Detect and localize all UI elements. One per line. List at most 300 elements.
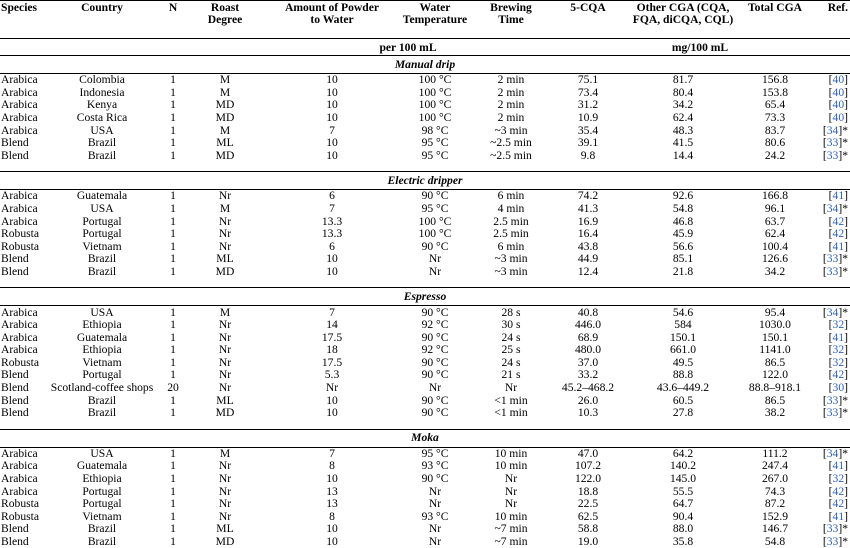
cell-total: 247.4 <box>740 460 810 473</box>
cell-n: 1 <box>162 511 184 524</box>
cell-roast: MD <box>184 407 266 420</box>
ref-link[interactable]: 40 <box>833 74 845 87</box>
unit-powder: per 100 mL <box>266 39 550 56</box>
cell-water: 98 °C <box>398 124 472 137</box>
cell-other: 43.6–449.2 <box>626 382 740 395</box>
header-powder-line2: to Water <box>310 13 353 26</box>
ref-link[interactable]: 41 <box>833 460 845 472</box>
cell-time: ~2.5 min <box>472 150 550 163</box>
ref-link[interactable]: 33 <box>827 394 839 406</box>
cell-country: USA <box>42 203 162 216</box>
cell-water: 90 °C <box>398 394 472 407</box>
cell-ref: [41] <box>810 511 850 524</box>
cell-other: 64.7 <box>626 498 740 511</box>
cell-cqa5: 22.5 <box>550 498 626 511</box>
cell-species: Blend <box>0 253 42 266</box>
cell-powder: 14 <box>266 319 398 332</box>
cell-time: 4 min <box>472 203 550 216</box>
header-other-line2: FQA, diCQA, CQL) <box>633 13 733 26</box>
cell-time: 10 min <box>472 447 550 460</box>
header-roast-line1: Roast <box>211 1 239 14</box>
ref-star: * <box>842 137 848 149</box>
cell-other: 88.0 <box>626 523 740 536</box>
cell-other: 54.8 <box>626 203 740 216</box>
cell-powder: 10 <box>266 99 398 112</box>
cell-powder: 6 <box>266 190 398 203</box>
section-title: Espresso <box>0 288 850 306</box>
cell-species: Arabica <box>0 124 42 137</box>
header-other-line1: Other CGA (CQA, <box>637 1 730 14</box>
cell-n: 1 <box>162 137 184 150</box>
cell-total: 54.8 <box>740 536 810 548</box>
cell-other: 45.9 <box>626 228 740 241</box>
cell-water: 92 °C <box>398 344 472 357</box>
cell-cqa5: 39.1 <box>550 137 626 150</box>
cell-species: Arabica <box>0 87 42 100</box>
cell-species: Arabica <box>0 319 42 332</box>
cell-powder: 7 <box>266 124 398 137</box>
cell-country: Vietnam <box>42 511 162 524</box>
header-roast-line2: Degree <box>208 13 243 26</box>
ref-link[interactable]: 42 <box>833 215 845 227</box>
cell-total: 62.4 <box>740 228 810 241</box>
cell-total: 96.1 <box>740 203 810 216</box>
cell-total: 86.5 <box>740 394 810 407</box>
ref-star: * <box>842 447 848 460</box>
cell-ref: [33]* <box>810 253 850 266</box>
cell-country: Brazil <box>42 523 162 536</box>
ref-link[interactable]: 33 <box>827 150 839 162</box>
cell-cqa5: 122.0 <box>550 473 626 486</box>
header-water-line1: Water <box>420 1 451 14</box>
cell-total: 267.0 <box>740 473 810 486</box>
cell-time: ~3 min <box>472 266 550 279</box>
cell-time: 28 s <box>472 306 550 319</box>
ref-link[interactable]: 33 <box>827 253 839 265</box>
cell-cqa5: 45.2–468.2 <box>550 382 626 395</box>
cell-water: 100 °C <box>398 112 472 125</box>
table-row <box>0 485 850 498</box>
cell-time: ~3 min <box>472 253 550 266</box>
ref-link[interactable]: 42 <box>833 498 845 510</box>
cell-powder: 10 <box>266 112 398 125</box>
cell-powder: 13 <box>266 498 398 511</box>
table-header <box>0 1 850 39</box>
cell-cqa5: 12.4 <box>550 266 626 279</box>
cell-water: Nr <box>398 498 472 511</box>
cell-powder: 10 <box>266 74 398 87</box>
ref-link[interactable]: 33 <box>827 523 839 535</box>
cell-total: 1030.0 <box>740 319 810 332</box>
cell-cqa5: 68.9 <box>550 332 626 345</box>
ref-link[interactable]: 34 <box>827 306 839 319</box>
ref-link[interactable]: 41 <box>833 190 845 203</box>
cell-cqa5: 41.3 <box>550 203 626 216</box>
ref-link[interactable]: 41 <box>833 332 845 344</box>
cell-roast: Nr <box>184 498 266 511</box>
cell-country: Brazil <box>42 253 162 266</box>
section-header-row <box>0 429 850 447</box>
cell-time: Nr <box>472 473 550 486</box>
cell-species: Arabica <box>0 344 42 357</box>
cell-other: 90.4 <box>626 511 740 524</box>
cell-other: 661.0 <box>626 344 740 357</box>
cell-water: 93 °C <box>398 460 472 473</box>
cell-ref: [33]* <box>810 536 850 548</box>
cell-total: 74.3 <box>740 485 810 498</box>
cell-powder: 10 <box>266 87 398 100</box>
cell-other: 92.6 <box>626 190 740 203</box>
cell-n: 1 <box>162 447 184 460</box>
cell-ref: [40] <box>810 87 850 100</box>
cell-powder: 6 <box>266 241 398 254</box>
ref-link[interactable]: 42 <box>833 485 845 497</box>
cell-other: 34.2 <box>626 99 740 112</box>
header-powder-to-water <box>266 1 398 39</box>
table-body <box>0 39 850 548</box>
cell-species: Blend <box>0 369 42 382</box>
cell-species: Arabica <box>0 215 42 228</box>
cell-powder: 7 <box>266 203 398 216</box>
cell-country: Portugal <box>42 228 162 241</box>
cell-total: 166.8 <box>740 190 810 203</box>
cell-powder: 10 <box>266 150 398 163</box>
cell-ref: [41] <box>810 460 850 473</box>
cell-time: 21 s <box>472 369 550 382</box>
cell-time: 2.5 min <box>472 215 550 228</box>
unit-cga: mg/100 mL <box>550 39 850 56</box>
cell-roast: MD <box>184 112 266 125</box>
header-brewing-time <box>472 1 550 39</box>
cell-time: ~2.5 min <box>472 137 550 150</box>
cell-n: 20 <box>162 382 184 395</box>
cell-country: Brazil <box>42 407 162 420</box>
cell-other: 62.4 <box>626 112 740 125</box>
cell-water: 90 °C <box>398 190 472 203</box>
table-row <box>0 382 850 395</box>
cell-other: 140.2 <box>626 460 740 473</box>
cell-roast: ML <box>184 253 266 266</box>
ref-link[interactable]: 33 <box>827 266 839 278</box>
table-row <box>0 369 850 382</box>
ref-star: * <box>842 124 848 136</box>
cell-cqa5: 58.8 <box>550 523 626 536</box>
cell-country: Brazil <box>42 150 162 163</box>
ref-link[interactable]: 40 <box>833 87 845 99</box>
cell-n: 1 <box>162 190 184 203</box>
cell-total: 152.9 <box>740 511 810 524</box>
cell-n: 1 <box>162 99 184 112</box>
cell-cqa5: 480.0 <box>550 344 626 357</box>
cell-country: Brazil <box>42 266 162 279</box>
cell-country: Kenya <box>42 99 162 112</box>
cell-ref: [42] <box>810 498 850 511</box>
cell-total: 88.8–918.1 <box>740 382 810 395</box>
cell-cqa5: 26.0 <box>550 394 626 407</box>
table-row <box>0 124 850 137</box>
cell-powder: 13.3 <box>266 215 398 228</box>
cell-other: 55.5 <box>626 485 740 498</box>
header-total-cga: Total CGA <box>740 1 810 39</box>
cell-species: Blend <box>0 394 42 407</box>
ref-link[interactable]: 34 <box>827 124 839 136</box>
cell-n: 1 <box>162 124 184 137</box>
cell-roast: Nr <box>184 511 266 524</box>
header-time-line1: Brewing <box>490 1 532 14</box>
ref-link[interactable]: 33 <box>827 407 839 419</box>
cell-n: 1 <box>162 394 184 407</box>
cell-cqa5: 19.0 <box>550 536 626 548</box>
cell-roast: Nr <box>184 357 266 370</box>
cell-powder: 8 <box>266 511 398 524</box>
cell-time: 10 min <box>472 511 550 524</box>
cell-cqa5: 62.5 <box>550 511 626 524</box>
cell-country: Ethiopia <box>42 473 162 486</box>
cell-time: Nr <box>472 498 550 511</box>
cell-water: 90 °C <box>398 407 472 420</box>
cell-ref: [42] <box>810 369 850 382</box>
cell-total: 86.5 <box>740 357 810 370</box>
table-row <box>0 74 850 87</box>
cell-cqa5: 9.8 <box>550 150 626 163</box>
section-header-row <box>0 288 850 306</box>
header-5-cqa: 5-CQA <box>550 1 626 39</box>
cell-ref: [33]* <box>810 137 850 150</box>
cell-water: Nr <box>398 382 472 395</box>
section-spacer <box>0 278 850 288</box>
cell-time: 10 min <box>472 460 550 473</box>
cell-n: 1 <box>162 228 184 241</box>
units-row <box>0 39 850 56</box>
cell-cqa5: 18.8 <box>550 485 626 498</box>
table-row <box>0 394 850 407</box>
cell-ref: [41] <box>810 190 850 203</box>
cell-water: 90 °C <box>398 357 472 370</box>
cell-country: Guatemala <box>42 190 162 203</box>
cell-country: Colombia <box>42 74 162 87</box>
cell-roast: M <box>184 87 266 100</box>
ref-link[interactable]: 41 <box>833 241 845 253</box>
cell-time: ~3 min <box>472 124 550 137</box>
cell-country: Portugal <box>42 215 162 228</box>
table-row <box>0 447 850 460</box>
cell-roast: MD <box>184 266 266 279</box>
ref-link[interactable]: 42 <box>833 369 845 381</box>
cell-species: Blend <box>0 266 42 279</box>
cell-time: 6 min <box>472 190 550 203</box>
cell-n: 1 <box>162 485 184 498</box>
cell-time: 2 min <box>472 87 550 100</box>
table-row <box>0 266 850 279</box>
cell-other: 49.5 <box>626 357 740 370</box>
cell-total: 156.8 <box>740 74 810 87</box>
cell-country: Indonesia <box>42 87 162 100</box>
table-row <box>0 99 850 112</box>
cell-other: 88.8 <box>626 369 740 382</box>
cell-water: 100 °C <box>398 87 472 100</box>
cell-country: Scotland-coffee shops <box>42 382 162 395</box>
cell-country: Costa Rica <box>42 112 162 125</box>
cell-roast: M <box>184 447 266 460</box>
header-water-line2: Temperature <box>403 13 467 26</box>
cell-n: 1 <box>162 266 184 279</box>
cell-species: Arabica <box>0 203 42 216</box>
cell-country: Vietnam <box>42 241 162 254</box>
ref-star: * <box>842 203 848 215</box>
cell-total: 24.2 <box>740 150 810 163</box>
cell-roast: Nr <box>184 369 266 382</box>
cell-time: 24 s <box>472 332 550 345</box>
cell-water: Nr <box>398 523 472 536</box>
table-row <box>0 498 850 511</box>
cell-species: Blend <box>0 137 42 150</box>
section-header-row <box>0 172 850 190</box>
cell-water: 90 °C <box>398 369 472 382</box>
ref-link[interactable]: 33 <box>827 536 839 548</box>
cell-roast: MD <box>184 99 266 112</box>
header-ref: Ref. <box>810 1 850 39</box>
cell-country: Ethiopia <box>42 344 162 357</box>
ref-link[interactable]: 32 <box>833 344 845 356</box>
cell-n: 1 <box>162 306 184 319</box>
cell-cqa5: 33.2 <box>550 369 626 382</box>
cell-ref: [33]* <box>810 407 850 420</box>
cell-other: 56.6 <box>626 241 740 254</box>
header-other-cga <box>626 1 740 39</box>
cell-species: Robusta <box>0 357 42 370</box>
cell-other: 64.2 <box>626 447 740 460</box>
cell-time: <1 min <box>472 407 550 420</box>
cell-species: Arabica <box>0 473 42 486</box>
ref-link[interactable]: 32 <box>833 319 845 331</box>
cell-water: 90 °C <box>398 306 472 319</box>
cell-time: ~7 min <box>472 523 550 536</box>
cell-country: Guatemala <box>42 460 162 473</box>
cell-ref: [42] <box>810 485 850 498</box>
cell-roast: M <box>184 203 266 216</box>
cell-powder: 7 <box>266 306 398 319</box>
cell-water: Nr <box>398 536 472 548</box>
ref-star: * <box>842 407 848 419</box>
cell-species: Robusta <box>0 498 42 511</box>
cell-n: 1 <box>162 332 184 345</box>
cell-time: 24 s <box>472 357 550 370</box>
cell-species: Robusta <box>0 241 42 254</box>
table-row <box>0 332 850 345</box>
cell-other: 584 <box>626 319 740 332</box>
ref-link[interactable]: 32 <box>833 357 845 369</box>
cell-water: 95 °C <box>398 150 472 163</box>
ref-star: * <box>842 150 848 162</box>
cell-other: 80.4 <box>626 87 740 100</box>
cell-country: Portugal <box>42 369 162 382</box>
cell-ref: [33]* <box>810 523 850 536</box>
cell-n: 1 <box>162 523 184 536</box>
cell-powder: 10 <box>266 407 398 420</box>
cell-water: 95 °C <box>398 447 472 460</box>
cell-total: 73.3 <box>740 112 810 125</box>
cell-water: 90 °C <box>398 473 472 486</box>
cell-powder: 10 <box>266 137 398 150</box>
table-row <box>0 344 850 357</box>
cell-species: Arabica <box>0 447 42 460</box>
header-powder-line1: Amount of Powder <box>285 1 379 14</box>
cell-cqa5: 44.9 <box>550 253 626 266</box>
cell-other: 60.5 <box>626 394 740 407</box>
cell-powder: 5.3 <box>266 369 398 382</box>
cell-ref: [33]* <box>810 150 850 163</box>
cell-n: 1 <box>162 498 184 511</box>
cell-total: 83.7 <box>740 124 810 137</box>
cell-ref: [41] <box>810 332 850 345</box>
section-header-row <box>0 56 850 74</box>
cell-roast: M <box>184 74 266 87</box>
cell-n: 1 <box>162 215 184 228</box>
cell-n: 1 <box>162 473 184 486</box>
cell-ref: [42] <box>810 228 850 241</box>
ref-link[interactable]: 40 <box>833 99 845 111</box>
cell-country: USA <box>42 306 162 319</box>
ref-link[interactable]: 32 <box>833 473 845 485</box>
cell-ref: [33]* <box>810 394 850 407</box>
cell-cqa5: 446.0 <box>550 319 626 332</box>
cell-ref: [30] <box>810 382 850 395</box>
cell-roast: Nr <box>184 215 266 228</box>
cell-time: 2 min <box>472 112 550 125</box>
cell-time: 2.5 min <box>472 228 550 241</box>
cell-cqa5: 40.8 <box>550 306 626 319</box>
cell-species: Arabica <box>0 332 42 345</box>
cell-other: 14.4 <box>626 150 740 163</box>
cell-water: 95 °C <box>398 203 472 216</box>
ref-link[interactable]: 40 <box>833 112 845 124</box>
section-spacer <box>0 420 850 430</box>
table-row <box>0 215 850 228</box>
table-row <box>0 460 850 473</box>
ref-link[interactable]: 41 <box>833 511 845 523</box>
cell-country: USA <box>42 124 162 137</box>
cell-roast: Nr <box>184 473 266 486</box>
ref-link[interactable]: 34 <box>827 203 839 215</box>
ref-link[interactable]: 34 <box>827 447 839 460</box>
ref-link[interactable]: 42 <box>833 228 845 240</box>
cell-ref: [40] <box>810 112 850 125</box>
cell-n: 1 <box>162 150 184 163</box>
cell-ref: [41] <box>810 241 850 254</box>
table-row <box>0 357 850 370</box>
cell-powder: 10 <box>266 473 398 486</box>
cell-powder: 10 <box>266 266 398 279</box>
table-row <box>0 473 850 486</box>
ref-link[interactable]: 33 <box>827 137 839 149</box>
cell-species: Robusta <box>0 228 42 241</box>
cell-species: Robusta <box>0 511 42 524</box>
cell-n: 1 <box>162 357 184 370</box>
cell-other: 54.6 <box>626 306 740 319</box>
cell-cqa5: 74.2 <box>550 190 626 203</box>
cell-total: 87.2 <box>740 498 810 511</box>
table-row <box>0 112 850 125</box>
cell-cqa5: 31.2 <box>550 99 626 112</box>
cell-other: 35.8 <box>626 536 740 548</box>
ref-link[interactable]: 30 <box>833 382 845 394</box>
cell-time: Nr <box>472 485 550 498</box>
cell-water: 100 °C <box>398 74 472 87</box>
cell-cqa5: 10.9 <box>550 112 626 125</box>
cell-total: 65.4 <box>740 99 810 112</box>
table-row <box>0 241 850 254</box>
cell-roast: M <box>184 124 266 137</box>
